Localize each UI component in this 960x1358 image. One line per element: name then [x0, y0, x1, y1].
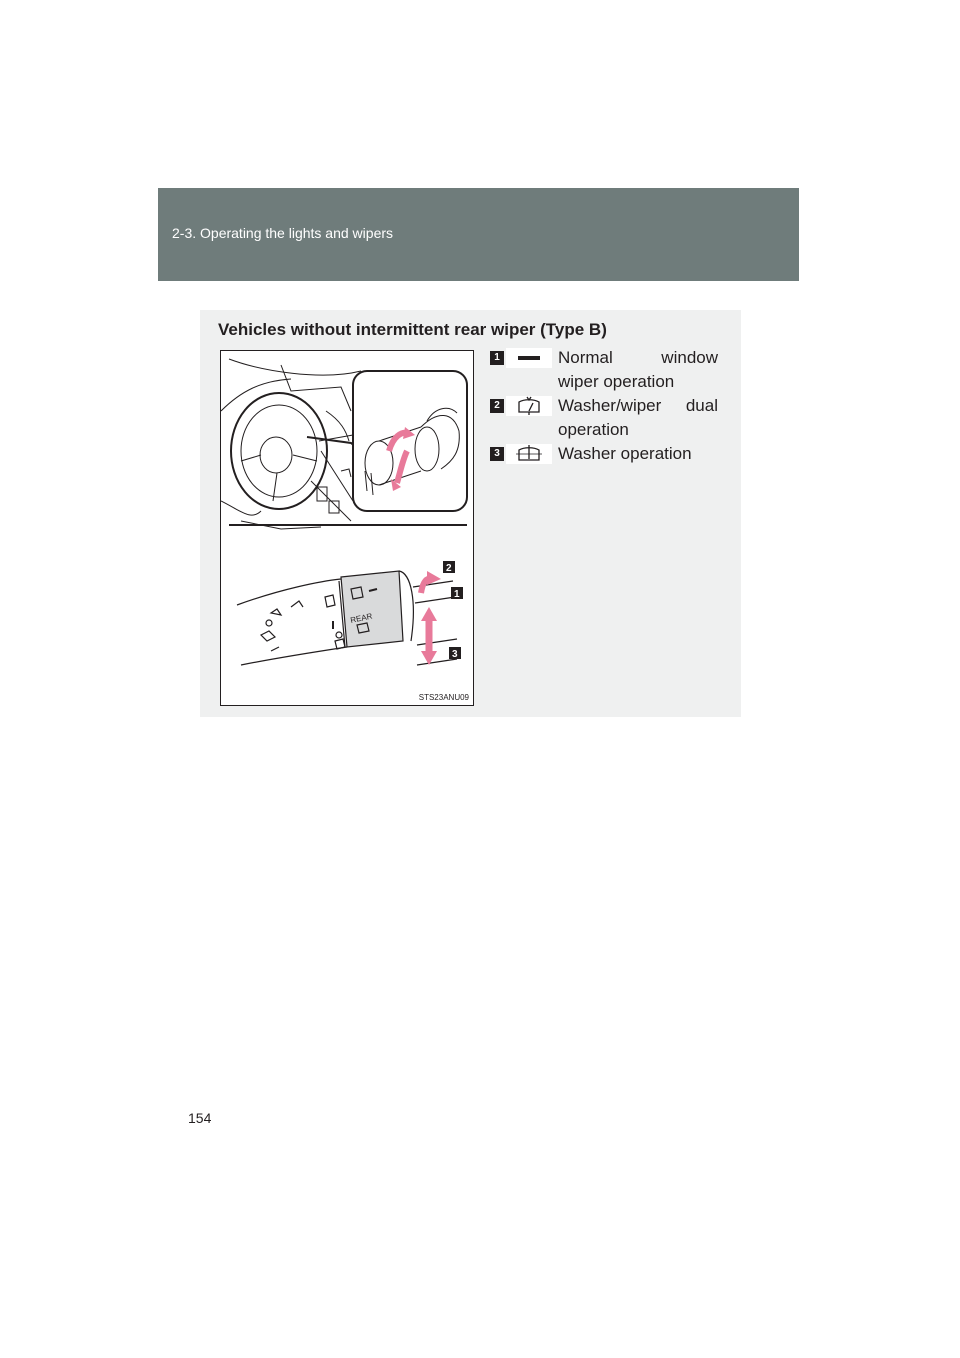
figure-code: STS23ANU09 [418, 693, 469, 702]
callout-2: 2 [446, 563, 452, 574]
item-number: 2 [490, 399, 504, 413]
item-number: 1 [490, 351, 504, 365]
dash-icon [506, 348, 552, 368]
rear-label: REAR [349, 611, 374, 625]
washer-wiper-icon [506, 396, 552, 416]
panel-heading: Vehicles without intermittent rear wiper (Type B) [218, 320, 607, 339]
item-number: 3 [490, 447, 504, 461]
content-panel [200, 310, 741, 717]
item-description: Washer/wiper dual operation [558, 396, 718, 439]
callout-1: 1 [454, 589, 460, 600]
illustration-drawing [221, 351, 473, 705]
item-description: Normal window wiper operation [558, 348, 718, 391]
section-title: 2-3. Operating the lights and wipers [172, 225, 394, 241]
item-description: Washer operation [558, 444, 692, 463]
washer-icon [506, 444, 552, 464]
page-number: 154 [188, 1110, 212, 1126]
section-header [158, 188, 799, 281]
callout-3: 3 [452, 649, 458, 660]
wiper-switch-illustration [220, 350, 474, 706]
